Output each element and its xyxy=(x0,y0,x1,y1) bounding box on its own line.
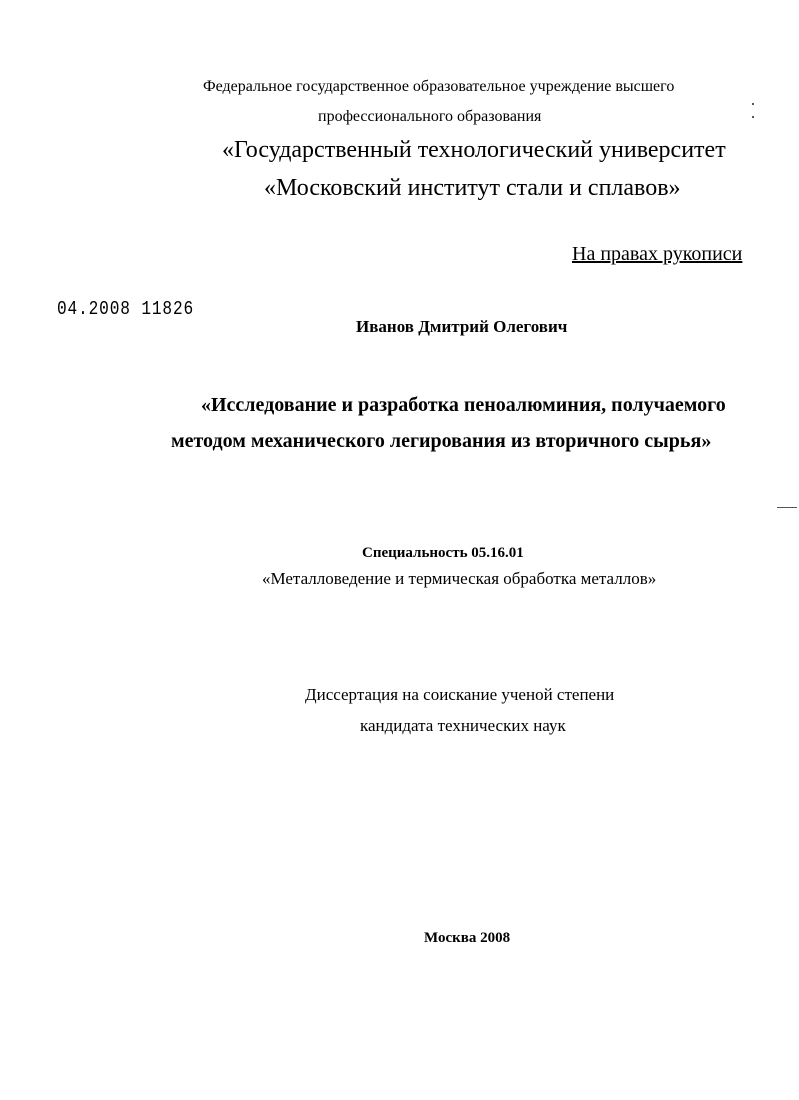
manuscript-note: На правах рукописи xyxy=(572,243,743,265)
scan-mark xyxy=(777,507,797,508)
university-line-2: «Московский институт стали и сплавов» xyxy=(264,175,681,201)
library-stamp: 04.2008 11826 xyxy=(57,298,195,320)
degree-line-1: Диссертация на соискание ученой степени xyxy=(305,685,615,704)
scan-dot xyxy=(752,116,754,118)
university-line-1: «Государственный технологический университет xyxy=(222,137,726,163)
title-line-1: «Исследование и разработка пеноалюминия, получаемого xyxy=(201,394,726,416)
institution-line-2: профессионального образования xyxy=(318,108,542,125)
scan-dot xyxy=(752,103,754,105)
institution-line-1: Федеральное государственное образовательное учреждение высшего xyxy=(203,78,675,95)
title-line-2: методом механического легирования из вторичного сырья» xyxy=(171,430,712,452)
city-year: Москва 2008 xyxy=(424,930,511,946)
specialty-code: Специальность 05.16.01 xyxy=(362,545,524,561)
specialty-name: «Металловедение и термическая обработка металлов» xyxy=(262,569,657,588)
degree-line-2: кандидата технических наук xyxy=(360,716,566,735)
author-name: Иванов Дмитрий Олегович xyxy=(356,317,568,336)
